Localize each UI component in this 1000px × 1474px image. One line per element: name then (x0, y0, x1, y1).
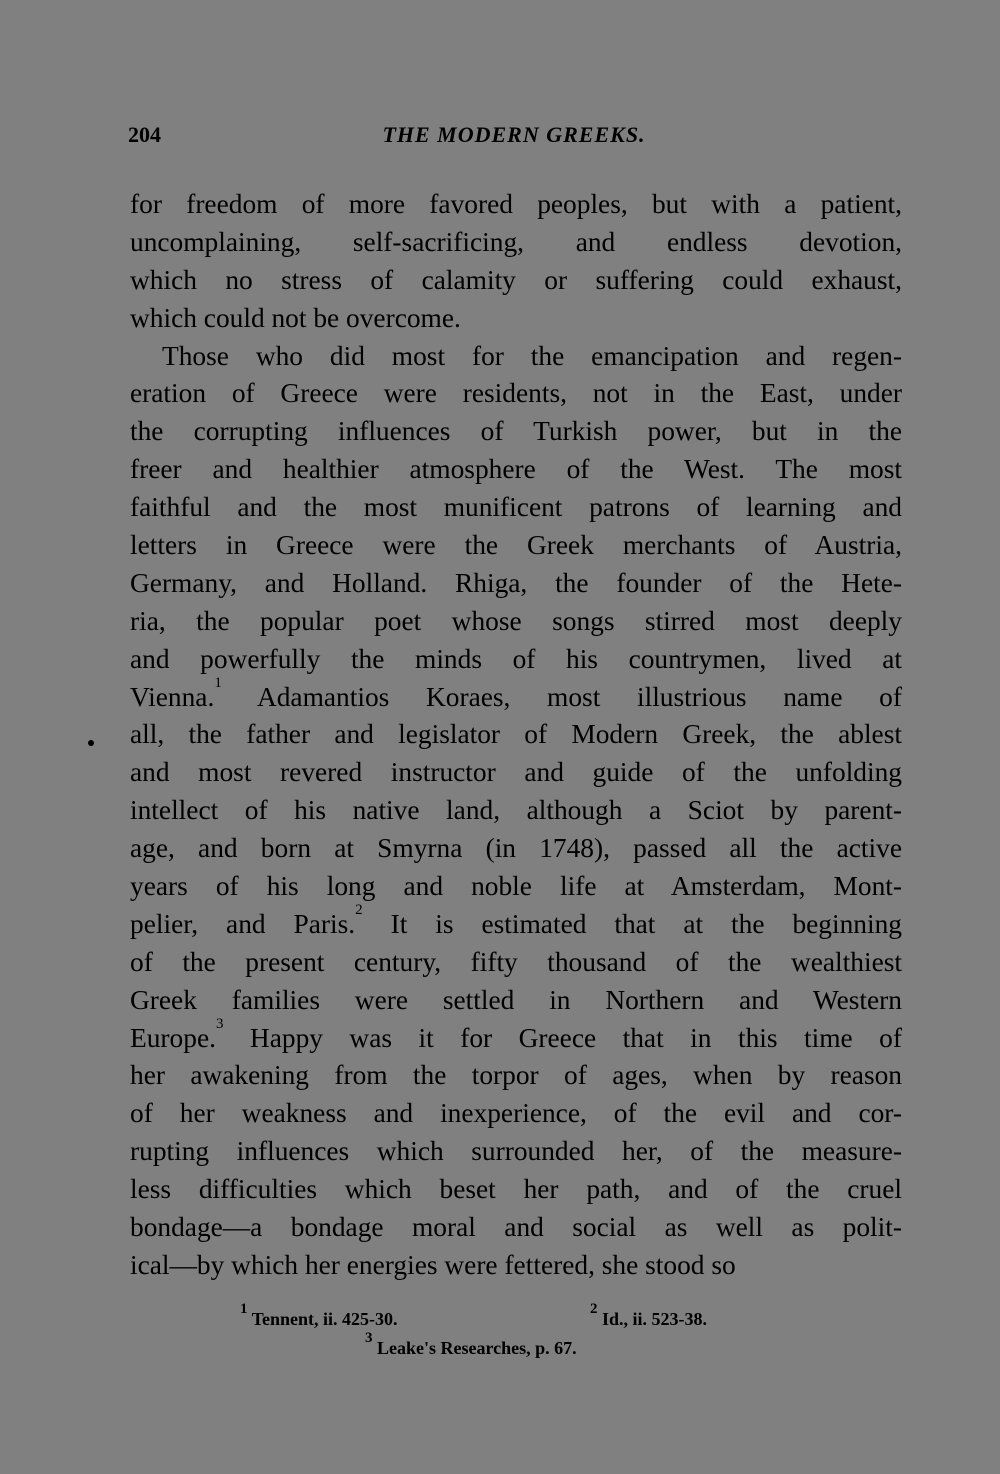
text-line: age, and born at Smyrna (in 1748), passed all the active (130, 833, 902, 864)
text-line: ical—by which her energies were fettered, she stood so (130, 1249, 736, 1280)
text-line: faithful and the most munificent patrons of learning and (130, 492, 902, 523)
text-line: letters in Greece were the Greek merchants of Austria, (130, 530, 902, 561)
text-line: eration of Greece were residents, not in the East, under (130, 378, 902, 409)
text-line: Those who did most for the emancipation and regen- (162, 340, 902, 371)
footnote-reference: 2 (355, 901, 363, 918)
footnote-mark: 1 (240, 1301, 248, 1317)
line-text: Vienna. (130, 681, 215, 712)
text-line: the corrupting influences of Turkish power, but in the (130, 416, 902, 447)
footnote-text: Tennent, ii. 425-30. (251, 1309, 398, 1329)
text-line: of the present century, fifty thousand of the wealthiest (130, 946, 902, 977)
footnote-text: Id., ii. 523-38. (602, 1309, 708, 1329)
margin-dot (88, 740, 94, 746)
text-line: freer and healthier atmosphere of the West. The most (130, 454, 902, 485)
footnote-3 (365, 1330, 577, 1362)
footnote-mark: 3 (365, 1330, 373, 1346)
footnote-text: Leake's Researches, p. 67. (377, 1338, 577, 1358)
text-line: Greek families were settled in Northern and Western (130, 984, 902, 1015)
text-line: bondage—a bondage moral and social as well as polit- (130, 1212, 902, 1243)
text-line: which no stress of calamity or suffering could exhaust, (130, 264, 902, 295)
body-text (130, 186, 902, 1285)
text-line: which could not be overcome. (130, 302, 461, 333)
text-line: of her weakness and inexperience, of the evil and cor- (130, 1098, 902, 1129)
text-line (130, 674, 902, 717)
page-header (128, 122, 900, 152)
text-line (130, 1015, 902, 1058)
footnote-reference: 1 (214, 674, 222, 691)
footnote-1 (240, 1301, 398, 1333)
footnote-mark: 2 (590, 1301, 598, 1317)
footnote-2 (590, 1301, 708, 1333)
text-line: years of his long and noble life at Amsterdam, Mont- (130, 871, 902, 902)
text-line: for freedom of more favored peoples, but with a patient, (130, 189, 902, 219)
line-text: Europe. (130, 1022, 216, 1053)
line-text: pelier, and Paris. (130, 908, 356, 939)
text-line: intellect of his native land, although a Sciot by parent- (130, 795, 902, 826)
running-title: THE MODERN GREEKS. (382, 122, 646, 147)
text-line: less difficulties which beset her path, and of the cruel (130, 1174, 902, 1205)
text-line: Germany, and Holland. Rhiga, the founder of the Hete- (130, 567, 902, 598)
text-line: uncomplaining, self-sacrificing, and endless devotion, (130, 226, 902, 257)
text-line (130, 901, 902, 944)
page-number: 204 (128, 122, 161, 147)
text-line: all, the father and legislator of Modern Greek, the ablest (130, 719, 902, 750)
line-text: It is estimated that at the beginning (362, 908, 902, 939)
line-text: Adamantios Koraes, most illustrious name of (221, 681, 902, 712)
text-line: ria, the popular poet whose songs stirred most deeply (130, 605, 902, 636)
text-line: rupting influences which surrounded her, of the measure- (130, 1136, 902, 1167)
text-line: and most revered instructor and guide of the unfolding (130, 757, 902, 788)
text-line: her awakening from the torpor of ages, when by reason (130, 1060, 902, 1091)
text-line: and powerfully the minds of his countrymen, lived at (130, 643, 902, 674)
footnote-reference: 3 (215, 1015, 224, 1032)
line-text: Happy was it for Greece that in this time of (223, 1022, 902, 1053)
